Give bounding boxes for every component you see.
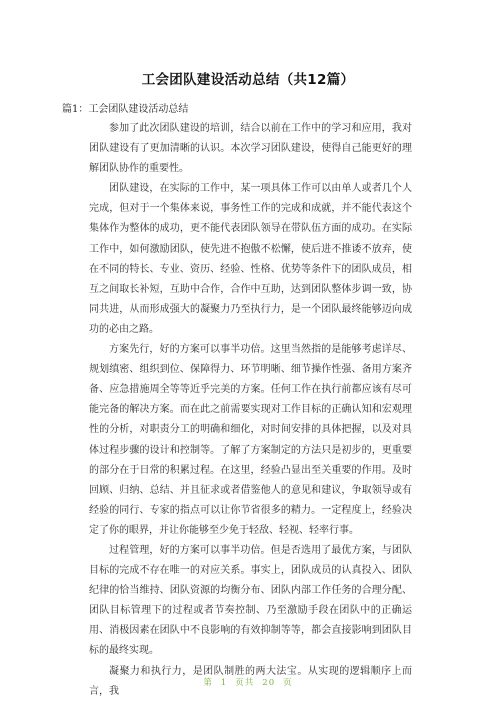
footer-page-number: 1 bbox=[220, 678, 228, 688]
document-body bbox=[89, 119, 412, 702]
footer-mid: 页共 bbox=[235, 678, 255, 688]
paragraph-1: 参加了此次团队建设的培训，结合以前在工作中的学习和应用，我对团队建设有了更加清晰的认识。本次学习团队建设，使得自己能更好的理解团队协作的重要性。 bbox=[89, 123, 412, 175]
footer-suffix: 页 bbox=[283, 678, 293, 688]
document-title: 工会团队建设活动总结（共12篇） bbox=[141, 72, 355, 88]
page-footer bbox=[0, 676, 496, 688]
paragraph-4: 过程管理，好的方案可以事半功倍。但是否选用了最优方案，与团队目标的完成不存在唯一的对应关系。事实上，团队成员的认真投入、团队纪律的恰当维持、团队资源的均衡分布、团队内部工作任务的合理分配、团队目标管理下的过程或者节奏控制、乃至激励手段在团队中的正确运用、消极因素在团队中不良影响的有效抑制等等，都会直接影响到团队目标的最终实现。 bbox=[89, 544, 412, 657]
section-heading: 篇1：工会团队建设活动总结 bbox=[62, 104, 189, 115]
paragraph-3: 方案先行，好的方案可以事半功倍。这里当然指的是能够考虑详尽、规划缜密、组织到位、保障得力、环节明晰、细节操作性强、备用方案齐备、应急措施周全等等近乎完美的方案。任何工作在执行前都应该有尽可能完备的解决方案。而在此之前需要实现对工作目标的正确认知和宏观理性的分析，对职责分工的明确和细化，对时间安排的具体把握，以及对具体过程步骤的设计和控制等。了解了方案制定的方法只是初步的，更重要的部分在于日常的积累过程。在这里，经验凸显出至关重要的作用。及时回顾、归纳、总结、并且征求或者借鉴他人的意见和建议，争取领导或有经验的同行、专家的指点可以让你节省很多的精力。一定程度上，经验决定了你的眼界，并让你能够至少免于轻敌、轻视、轻率行事。 bbox=[89, 344, 412, 536]
footer-prefix: 第 bbox=[203, 678, 213, 688]
paragraph-2: 团队建设，在实际的工作中，某一项具体工作可以由单人或者几个人完成，但对于一个集体来说，事务性工作的完成和成就，并不能代表这个集体作为整体的成功，更不能代表团队领导在带队伍方面的成功。在实际工作中，如何激励团队，使先进不抱傲不松懈，使后进不推诿不放弃，使在不同的特长、专业、资历、经验、性格、优势等条件下的团队成员，相互之间取长补短，互助中合作，合作中互助，达到团队整体步调一致，协同共进，从而形成强大的凝聚力乃至执行力，是一个团队最终能够迈向成功的必由之路。 bbox=[89, 183, 412, 335]
footer-total-pages: 20 bbox=[262, 678, 276, 688]
paragraph-5: 凝聚力和执行力，是团队制胜的两大法宝。从实现的逻辑顺序上而言，我 bbox=[89, 665, 412, 697]
